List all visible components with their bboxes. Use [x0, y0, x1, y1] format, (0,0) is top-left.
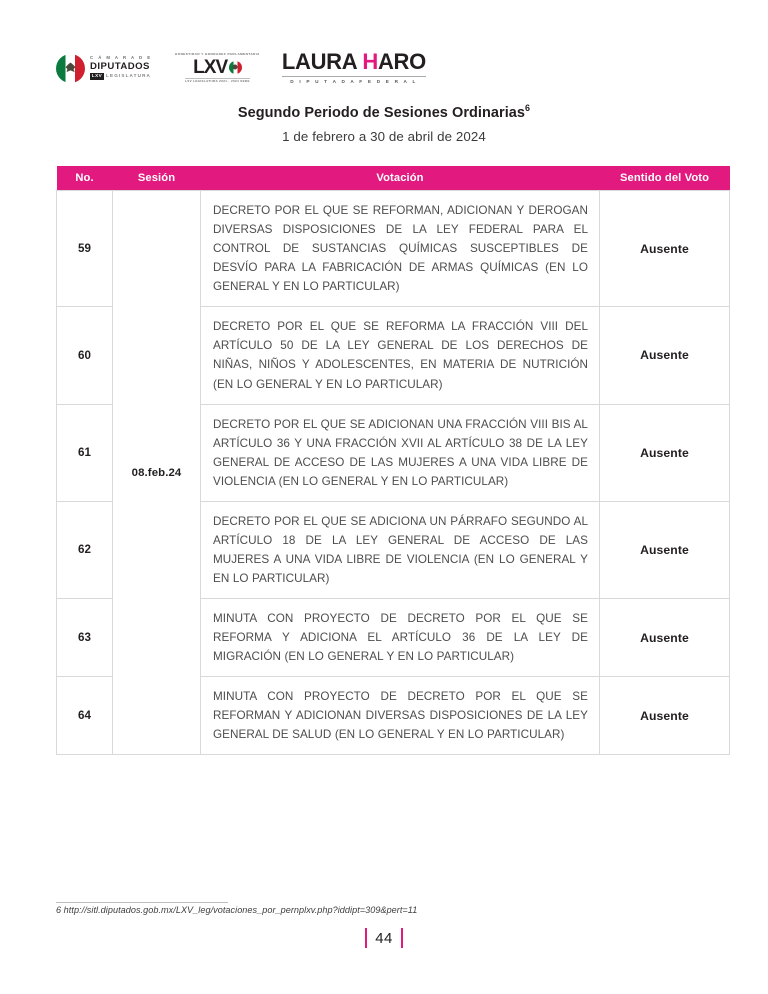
- page-title: [0, 105, 768, 122]
- table-row: [57, 191, 730, 307]
- column-header-sesion: Sesión: [113, 166, 201, 191]
- logo-lxv-legislatura: [175, 53, 260, 83]
- cell-no: 61: [57, 404, 113, 501]
- page-subtitle: 1 de febrero a 30 de abril de 2024: [282, 129, 486, 145]
- mexican-flag-circle-icon: [229, 61, 242, 74]
- cell-sentido-del-voto: Ausente: [600, 307, 730, 404]
- page-number-right-bar-icon: [401, 928, 404, 948]
- cell-sentido-del-voto: Ausente: [600, 599, 730, 677]
- column-header-no: No.: [57, 166, 113, 191]
- cell-sentido-del-voto: Ausente: [600, 404, 730, 501]
- cell-votacion: DECRETO POR EL QUE SE ADICIONAN UNA FRACCIÓN VIII BIS AL ARTÍCULO 36 Y UNA FRACCIÓN XVII AL ARTÍCULO 38 DE LA LEY GENERAL DE ACCESO DE LAS MUJERES A UNA VIDA LIBRE DE VIOLENCIA (EN LO GENERAL Y EN LO PARTICULAR): [201, 404, 600, 501]
- cell-no: 64: [57, 677, 113, 755]
- column-header-votacion: Votación: [201, 166, 600, 191]
- haro-name-part1: LAURA: [281, 49, 363, 75]
- cell-votacion: DECRETO POR EL QUE SE REFORMA LA FRACCIÓN VIII DEL ARTÍCULO 50 DE LA LEY GENERAL DE LOS DERECHOS DE NIÑAS, NIÑOS Y ADOLESCENTES, EN MATERIA DE NUTRICIÓN (EN LO GENERAL Y EN LO PARTICULAR): [201, 307, 600, 404]
- page-title-text: Segundo Periodo de Sesiones Ordinarias: [237, 105, 526, 121]
- cell-sesion-merged: 08.feb.24: [113, 191, 201, 755]
- logo-camara-de-diputados: [56, 54, 153, 83]
- laura-haro-subtitle: D I P U T A D A F E D E R A L: [282, 76, 426, 84]
- cell-votacion: MINUTA CON PROYECTO DE DECRETO POR EL QUE SE REFORMA Y ADICIONA EL ARTÍCULO 36 DE LA LEY DE MIGRACIÓN (EN LO GENERAL Y EN LO PARTICULAR): [201, 599, 600, 677]
- diputados-wordmark: [90, 56, 153, 79]
- table-head: [57, 166, 730, 191]
- logo-laura-haro: [282, 51, 426, 84]
- laura-haro-wordmark: [282, 51, 426, 73]
- footnote-divider: [56, 902, 228, 903]
- diputados-legislature-word: LEGISLATURA: [106, 73, 152, 79]
- haro-name-highlight: H: [362, 49, 378, 75]
- diputados-camara-line: C Á M A R A D E: [90, 55, 153, 61]
- table-body: [57, 191, 730, 755]
- page-title-footnote-marker: 6: [525, 103, 531, 114]
- cell-no: 60: [57, 307, 113, 404]
- page-number-left-bar-icon: [365, 928, 368, 948]
- page-number: [0, 928, 768, 948]
- cell-no: 62: [57, 501, 113, 598]
- diputados-legislature-line: [90, 73, 153, 80]
- lxv-mid-group: [193, 58, 242, 77]
- lxv-bottom-text: LXV LEGISLATURA 2021 · 2024 SEDE: [185, 79, 250, 84]
- table-header-row: [57, 166, 730, 191]
- title-block: [0, 105, 768, 144]
- cell-votacion: DECRETO POR EL QUE SE ADICIONA UN PÁRRAFO SEGUNDO AL ARTÍCULO 18 DE LA LEY GENERAL DE ACCESO DE LAS MUJERES A UNA VIDA LIBRE DE VIOLENCIA (EN LO GENERAL Y EN LO PARTICULAR): [201, 501, 600, 598]
- cell-no: 59: [57, 191, 113, 307]
- votaciones-table: [56, 166, 730, 755]
- cell-sentido-del-voto: Ausente: [600, 501, 730, 598]
- lxv-letters: LXV: [193, 56, 228, 78]
- column-header-sentido-del-voto: Sentido del Voto: [600, 166, 730, 191]
- cell-sentido-del-voto: Ausente: [600, 191, 730, 307]
- mexico-eagle-seal-icon: [56, 54, 85, 83]
- cell-votacion: DECRETO POR EL QUE SE REFORMAN, ADICIONAN Y DEROGAN DIVERSAS DISPOSICIONES DE LA LEY FEDERAL PARA EL CONTROL DE SUSTANCIAS QUÍMICAS SUSCEPTIBLES DE DESVÍO PARA LA FABRICACIÓN DE ARMAS QUÍMICAS (EN LO GENERAL Y EN LO PARTICULAR): [201, 191, 600, 307]
- footnote-text: 6 http://sitl.diputados.gob.mx/LXV_leg/votaciones_por_pernplxv.php?iddipt=309&pert=11: [56, 905, 418, 915]
- cell-no: 63: [57, 599, 113, 677]
- logo-bar: [56, 48, 426, 88]
- lxv-top-text: HONESTIDAD Y HONRADEZ PARLAMENTARIA: [175, 51, 260, 56]
- diputados-lxv-badge: LXV: [91, 73, 103, 79]
- cell-sentido-del-voto: Ausente: [600, 677, 730, 755]
- page-number-value: 44: [375, 929, 393, 947]
- haro-name-part2: ARO: [377, 49, 426, 75]
- diputados-main-line: DIPUTADOS: [90, 60, 150, 72]
- cell-votacion: MINUTA CON PROYECTO DE DECRETO POR EL QUE SE REFORMAN Y ADICIONAN DIVERSAS DISPOSICIONES DE LA LEY GENERAL DE SALUD (EN LO GENERAL Y EN LO PARTICULAR): [201, 677, 600, 755]
